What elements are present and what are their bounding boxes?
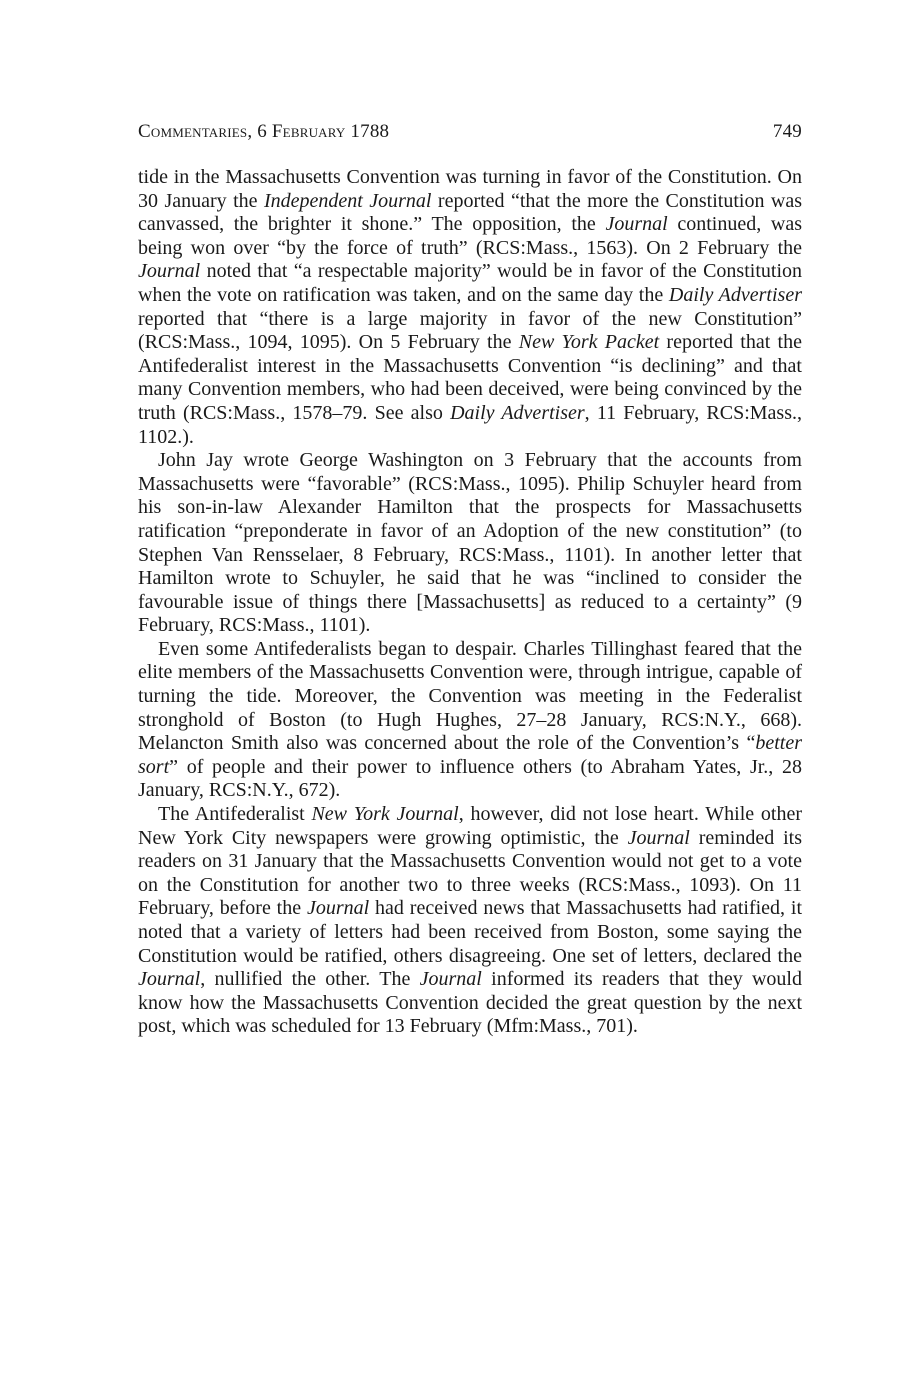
- italic-title: Journal: [138, 260, 201, 283]
- text-run: The Antifederalist: [158, 803, 312, 826]
- text-run: reported that the Antifederalist interest in the Massachusetts Convention “is declining” and that many Convention members, who had been deceived, were being convinced by the truth (RCS:Mass., 1578–79. See also: [138, 331, 802, 424]
- italic-title: Journal: [627, 826, 690, 849]
- text-run: continued, was being won over “by the force of truth” (RCS:Mass., 1563). On 2 February the: [138, 213, 802, 259]
- text-run: Even some Antifederalists began to despair. Charles Tillinghast feared that the elite members of the Massachusetts Convention were, through intrigue, capable of turning the tide. Moreover, the Convention was meeting in the Federalist stronghold of Boston (to Hugh Hughes, 27–28 January, RCS:N.Y., 668). Melancton Smith also was concerned about the role of the Convention’s “: [138, 637, 802, 755]
- italic-title: Journal: [306, 897, 370, 920]
- italic-title: better sort: [138, 732, 802, 778]
- italic-title: Daily Advertiser: [450, 401, 585, 424]
- italic-title: Journal: [605, 213, 668, 236]
- text-run: , however, did not lose heart. While other New York City newspapers were growing optimistic, the: [138, 803, 802, 849]
- text-run: , 11 February, RCS:Mass., 1102.).: [138, 401, 802, 448]
- text-run: John Jay wrote George Washington on 3 February that the accounts from Massachusetts were “favorable” (RCS:Mass., 1095). Philip Schuyler heard from his son-in-law Alexander Hamilton that the prospects for Massachusetts ratification “preponderate in favor of an Adoption of the new constitution” (to Stephen Van Rensselaer, 8 February, RCS:Mass., 1101). In another letter that Hamilton wrote to Schuyler, he said that he was “inclined to consider the favourable issue of things there [Massachusetts] as reduced to a certainty” (9 February, RCS:Mass., 1101).: [138, 449, 802, 637]
- text-run: reminded its readers on 31 January that the Massachusetts Convention would not get to a vote on the Constitution for another two to three weeks (RCS:Mass., 1093). On 11 February, before the: [138, 826, 802, 920]
- italic-title: New York Packet: [518, 331, 660, 354]
- text-run: reported “that the more the Constitution was canvassed, the brighter it shone.” The opposition, the: [138, 189, 802, 236]
- paragraph-2: [138, 449, 802, 638]
- text-run: tide in the Massachusetts Convention was turning in favor of the Constitution. On 30 January the: [138, 166, 802, 212]
- italic-title: Journal: [419, 968, 482, 991]
- text-run: ” of people and their power to influence others (to Abraham Yates, Jr., 28 January, RCS:N.Y., 672).: [138, 755, 802, 802]
- italic-title: Journal: [138, 968, 201, 991]
- italic-title: New York Journal: [311, 803, 459, 826]
- page-number: 749: [772, 121, 802, 142]
- document-page: [138, 118, 802, 1039]
- text-run: informed its readers that they would know how the Massachusetts Convention decided the great question by the next post, which was scheduled for 13 February (Mfm:Mass., 701).: [138, 968, 802, 1038]
- paragraph-4: [138, 803, 802, 1039]
- italic-title: Independent Journal: [263, 189, 432, 212]
- running-head: [138, 118, 802, 146]
- paragraph-3: [138, 638, 802, 803]
- italic-title: Daily Advertiser: [668, 283, 802, 306]
- text-run: , nullified the other. The: [200, 968, 420, 991]
- text-run: had received news that Massachusetts had ratified, it noted that a variety of letters had been received from Boston, some saying the Constitution would be ratified, others disagreeing. One set of letters, declared the: [138, 897, 803, 967]
- text-run: reported that “there is a large majority in favor of the new Constitution” (RCS:Mass., 1094, 1095). On 5 February the: [138, 307, 802, 354]
- body-text: [138, 166, 802, 1039]
- text-run: noted that “a respectable majority” would be in favor of the Constitution when the vote on ratification was taken, and on the same day the: [138, 260, 802, 306]
- running-title: Commentaries, 6 February 1788: [138, 121, 390, 142]
- paragraph-1: [138, 166, 802, 449]
